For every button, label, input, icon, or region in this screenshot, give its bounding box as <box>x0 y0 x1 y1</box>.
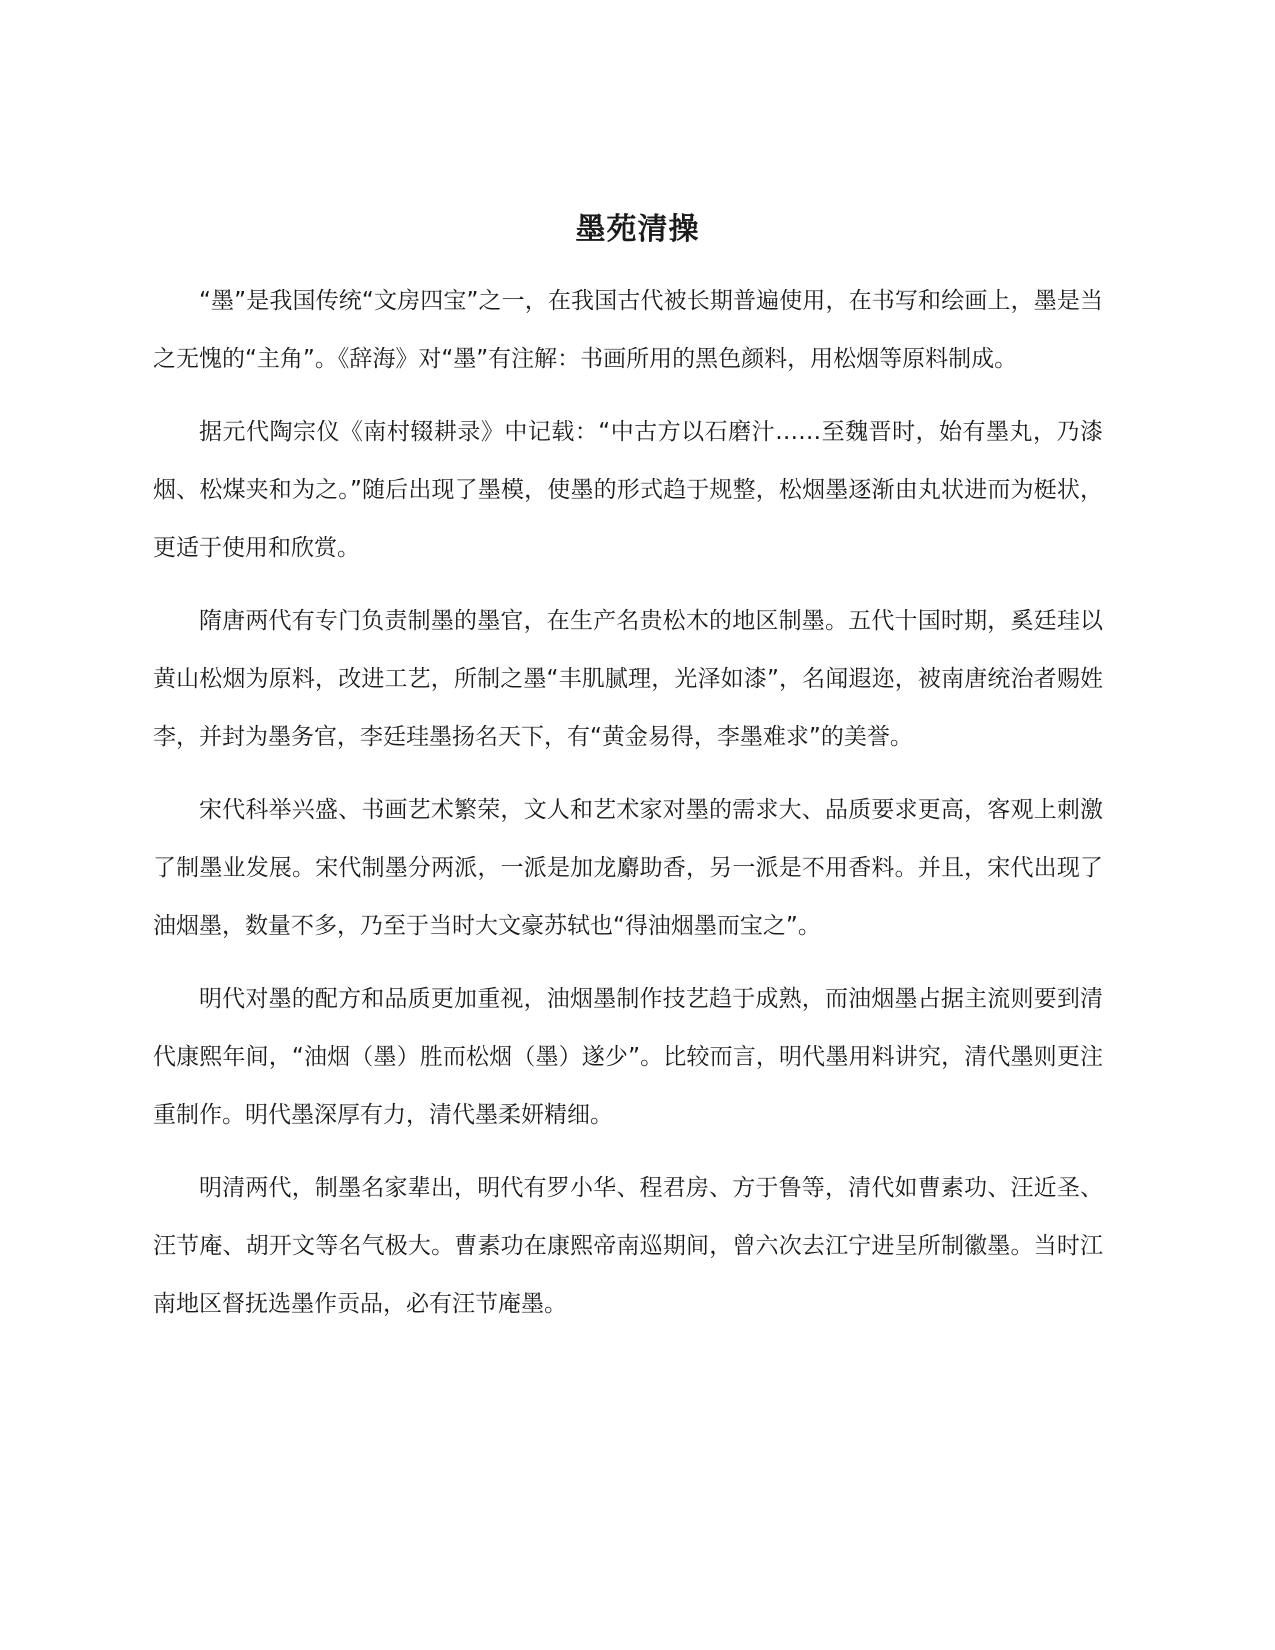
paragraph-1: “墨”是我国传统“文房四宝”之一，在我国古代被长期普遍使用，在书写和绘画上，墨是当之无愧的“主角”。《辞海》对“墨”有注解：书画所用的黑色颜料，用松烟等原料制成。 <box>153 288 1103 372</box>
paragraph-3: 隋唐两代有专门负责制墨的墨官，在生产名贵松木的地区制墨。五代十国时期，奚廷珪以黄山松烟为原料，改进工艺，所制之墨“丰肌腻理，光泽如漆”，名闻遐迩，被南唐统治者赐姓李，并封为墨务官，李廷珪墨扬名天下，有“黄金易得，李墨难求”的美誉。 <box>153 608 1103 750</box>
paragraph-2: 据元代陶宗仪《南村辍耕录》中记载：“中古方以石磨汁……至魏晋时，始有墨丸，乃漆烟、松煤夹和为之。”随后出现了墨模，使墨的形式趋于规整，松烟墨逐渐由丸状进而为梃状，更适于使用和欣赏。 <box>153 419 1103 561</box>
paragraph-5: 明代对墨的配方和品质更加重视，油烟墨制作技艺趋于成熟，而油烟墨占据主流则要到清代康熙年间，“油烟（墨）胜而松烟（墨）遂少”。比较而言，明代墨用料讲究，清代墨则更注重制作。明代墨深厚有力，清代墨柔妍精细。 <box>153 986 1103 1128</box>
article-body <box>153 272 1103 1348</box>
page-title: 墨苑清操 <box>575 212 700 248</box>
paragraph-4: 宋代科举兴盛、书画艺术繁荣，文人和艺术家对墨的需求大、品质要求更高，客观上刺激了制墨业发展。宋代制墨分两派，一派是加龙麝助香，另一派是不用香料。并且，宋代出现了油烟墨，数量不多，乃至于当时大文豪苏轼也“得油烟墨而宝之”。 <box>153 797 1103 939</box>
paragraph-6: 明清两代，制墨名家辈出，明代有罗小华、程君房、方于鲁等，清代如曹素功、汪近圣、汪节庵、胡开文等名气极大。曹素功在康熙帝南巡期间，曾六次去江宁进呈所制徽墨。当时江南地区督抚选墨作贡品，必有汪节庵墨。 <box>153 1175 1103 1317</box>
